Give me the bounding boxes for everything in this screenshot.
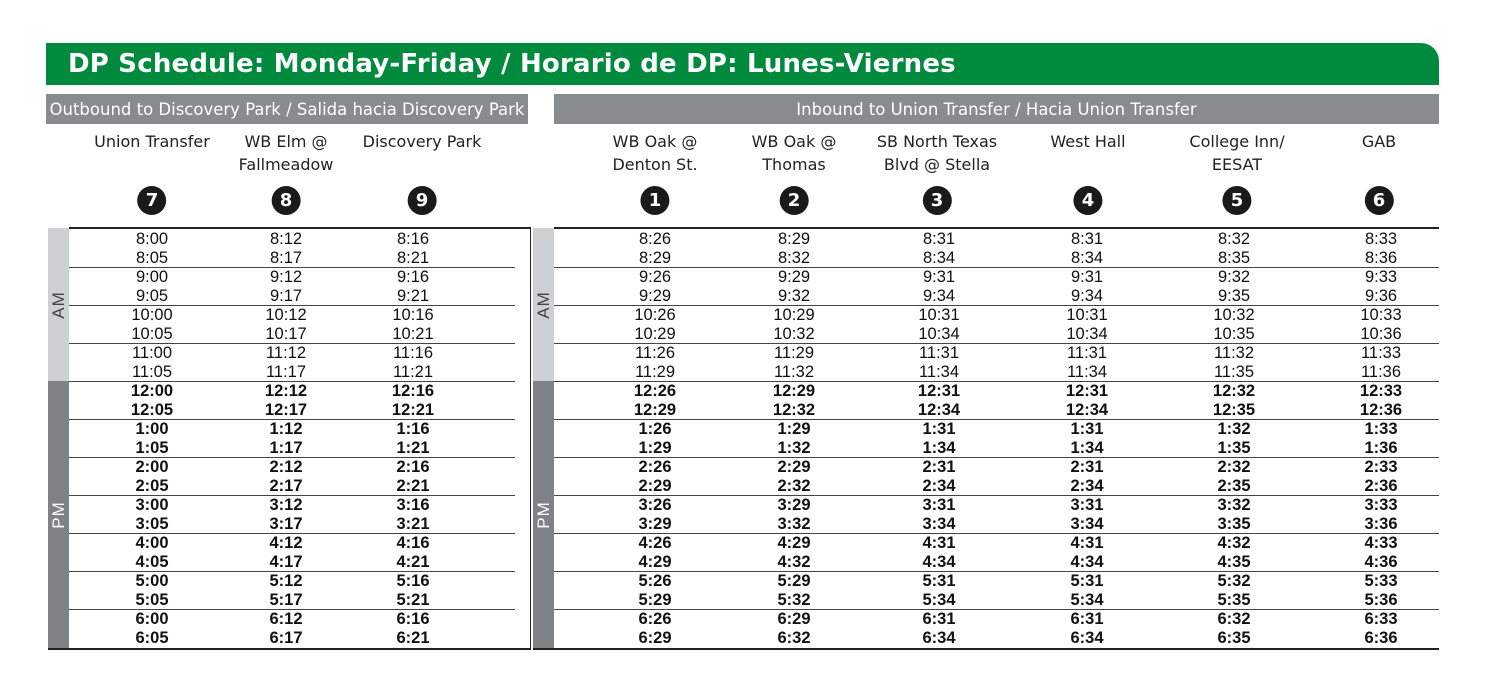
departure-time: 10:36: [1360, 325, 1402, 343]
departure-time: 2:17: [269, 477, 303, 495]
departure-time: 9:36: [1364, 287, 1398, 305]
departure-time: 2:35: [1217, 477, 1251, 495]
stop-number-badge: 6: [1364, 186, 1393, 215]
departure-time: 6:34: [1070, 629, 1104, 647]
departure-time: 9:21: [396, 287, 430, 305]
hour-separator: [554, 267, 1439, 268]
departure-time: 9:32: [777, 287, 811, 305]
inbound-header: Inbound to Union Transfer / Hacia Union Transfer: [554, 94, 1439, 124]
departure-time: 6:31: [922, 610, 956, 628]
departure-time: 6:36: [1364, 629, 1398, 647]
departure-time: 12:33: [1359, 382, 1403, 400]
stop-number-badge: 1: [640, 186, 669, 215]
departure-time: 1:16: [396, 420, 430, 438]
stop-number-badge: 4: [1074, 186, 1103, 215]
outbound-bottom-rule: [48, 648, 530, 650]
departure-time: 6:29: [777, 610, 811, 628]
departure-time: 11:05: [131, 363, 173, 381]
departure-time: 3:12: [269, 496, 303, 514]
departure-time: 11:36: [1360, 363, 1402, 381]
departure-time: 8:05: [135, 249, 169, 267]
outbound-stop-8: [239, 130, 334, 215]
departure-time: 3:33: [1364, 496, 1398, 514]
table-divider: [530, 227, 531, 650]
departure-time: 11:26: [634, 344, 676, 362]
departure-time: 5:05: [135, 591, 169, 609]
departure-time: 5:36: [1364, 591, 1398, 609]
departure-time: 2:32: [1217, 458, 1251, 476]
pm-band-inbound: [533, 381, 554, 649]
departure-time: 2:12: [269, 458, 303, 476]
departure-time: 12:05: [130, 401, 174, 419]
departure-time: 10:32: [1213, 306, 1255, 324]
departure-time: 9:16: [396, 268, 430, 286]
departure-time: 5:31: [1070, 572, 1104, 590]
departure-time: 2:31: [1070, 458, 1104, 476]
departure-time: 12:12: [264, 382, 308, 400]
departure-time: 9:26: [638, 268, 672, 286]
departure-time: 2:33: [1364, 458, 1398, 476]
departure-time: 10:35: [1213, 325, 1255, 343]
departure-time: 5:33: [1364, 572, 1398, 590]
inbound-stop-5: [1189, 130, 1284, 215]
departure-time: 10:17: [265, 325, 307, 343]
departure-time: 1:36: [1364, 439, 1398, 457]
stop-number-badge: 8: [271, 186, 300, 215]
departure-time: 10:00: [131, 306, 173, 324]
departure-time: 9:35: [1217, 287, 1251, 305]
departure-time: 11:29: [773, 344, 815, 362]
departure-time: 1:29: [777, 420, 811, 438]
departure-time: 12:32: [1212, 382, 1256, 400]
departure-time: 8:32: [1217, 230, 1251, 248]
am-band-outbound: [48, 228, 69, 381]
departure-time: 1:32: [777, 439, 811, 457]
departure-time: 2:29: [638, 477, 672, 495]
outbound-stop-9: [363, 130, 482, 215]
departure-time: 10:32: [773, 325, 815, 343]
departure-time: 2:31: [922, 458, 956, 476]
departure-time: 2:34: [1070, 477, 1104, 495]
stop-number-badge: 3: [923, 186, 952, 215]
departure-time: 3:29: [638, 515, 672, 533]
departure-time: 1:29: [638, 439, 672, 457]
departure-time: 9:33: [1364, 268, 1398, 286]
stop-number-badge: 7: [138, 186, 167, 215]
hour-separator: [554, 343, 1439, 344]
departure-time: 4:05: [135, 553, 169, 571]
am-band-inbound: [533, 228, 554, 381]
departure-time: 4:31: [922, 534, 956, 552]
departure-time: 10:34: [1066, 325, 1108, 343]
departure-time: 1:34: [922, 439, 956, 457]
departure-time: 8:29: [777, 230, 811, 248]
departure-time: 9:00: [135, 268, 169, 286]
departure-time: 12:36: [1359, 401, 1403, 419]
pm-band-outbound: [48, 381, 69, 649]
departure-time: 8:29: [638, 249, 672, 267]
departure-time: 3:29: [777, 496, 811, 514]
departure-time: 10:29: [634, 325, 676, 343]
departure-time: 11:32: [773, 363, 815, 381]
departure-time: 9:34: [922, 287, 956, 305]
departure-time: 6:12: [269, 610, 303, 628]
departure-time: 1:17: [269, 439, 303, 457]
departure-time: 6:34: [922, 629, 956, 647]
am-label: AM: [48, 290, 68, 319]
inbound-stop-1: [612, 130, 697, 215]
departure-time: 1:33: [1364, 420, 1398, 438]
departure-time: 3:34: [1070, 515, 1104, 533]
departure-time: 4:29: [638, 553, 672, 571]
departure-time: 11:34: [1066, 363, 1108, 381]
departure-time: 9:31: [1070, 268, 1104, 286]
departure-time: 11:35: [1213, 363, 1255, 381]
inbound-stop-3: [877, 130, 997, 215]
departure-time: 9:31: [922, 268, 956, 286]
departure-time: 9:29: [638, 287, 672, 305]
departure-time: 2:26: [638, 458, 672, 476]
departure-time: 5:17: [269, 591, 303, 609]
departure-time: 3:00: [135, 496, 169, 514]
departure-time: 10:12: [265, 306, 307, 324]
departure-time: 9:05: [135, 287, 169, 305]
departure-time: 8:32: [777, 249, 811, 267]
departure-time: 10:31: [918, 306, 960, 324]
hour-separator: [554, 495, 1439, 496]
departure-time: 11:32: [1213, 344, 1255, 362]
departure-time: 10:31: [1066, 306, 1108, 324]
pm-label: PM: [533, 501, 553, 529]
departure-time: 3:34: [922, 515, 956, 533]
stop-name: Union Transfer: [94, 132, 210, 151]
departure-time: 2:36: [1364, 477, 1398, 495]
departure-time: 5:32: [1217, 572, 1251, 590]
departure-time: 8:16: [396, 230, 430, 248]
departure-time: 5:21: [396, 591, 430, 609]
departure-time: 12:34: [1065, 401, 1109, 419]
departure-time: 11:12: [265, 344, 307, 362]
departure-time: 6:21: [396, 629, 430, 647]
departure-time: 5:29: [777, 572, 811, 590]
departure-time: 3:32: [777, 515, 811, 533]
departure-time: 9:34: [1070, 287, 1104, 305]
departure-time: 11:34: [918, 363, 960, 381]
departure-time: 5:31: [922, 572, 956, 590]
schedule-title: DP Schedule: Monday-Friday / Horario de DP: Lunes-Viernes: [68, 49, 956, 79]
departure-time: 4:31: [1070, 534, 1104, 552]
stop-number-badge: 5: [1222, 186, 1251, 215]
departure-time: 6:16: [396, 610, 430, 628]
departure-time: 2:21: [396, 477, 430, 495]
departure-time: 6:32: [777, 629, 811, 647]
stop-name: WB Elm @ Fallmeadow: [238, 132, 334, 174]
departure-time: 8:12: [269, 230, 303, 248]
departure-time: 10:26: [634, 306, 676, 324]
departure-time: 4:33: [1364, 534, 1398, 552]
departure-time: 8:31: [1070, 230, 1104, 248]
departure-time: 5:26: [638, 572, 672, 590]
departure-time: 1:26: [638, 420, 672, 438]
departure-time: 3:31: [1070, 496, 1104, 514]
departure-time: 4:34: [922, 553, 956, 571]
inbound-stop-2: [752, 130, 837, 215]
departure-time: 11:33: [1360, 344, 1402, 362]
departure-time: 6:17: [269, 629, 303, 647]
departure-time: 9:17: [269, 287, 303, 305]
hour-separator: [554, 571, 1439, 572]
departure-time: 3:21: [396, 515, 430, 533]
departure-time: 6:05: [135, 629, 169, 647]
departure-time: 4:21: [396, 553, 430, 571]
departure-time: 3:31: [922, 496, 956, 514]
departure-time: 4:12: [269, 534, 303, 552]
departure-time: 1:31: [922, 420, 956, 438]
departure-time: 12:35: [1212, 401, 1256, 419]
stop-name: SB North Texas Blvd @ Stella: [876, 132, 998, 174]
departure-time: 10:34: [918, 325, 960, 343]
departure-time: 4:17: [269, 553, 303, 571]
departure-time: 1:12: [269, 420, 303, 438]
departure-time: 6:32: [1217, 610, 1251, 628]
departure-time: 8:36: [1364, 249, 1398, 267]
departure-time: 11:21: [392, 363, 434, 381]
departure-time: 1:00: [135, 420, 169, 438]
hour-separator: [554, 609, 1439, 610]
inbound-bottom-rule: [533, 648, 1439, 650]
departure-time: 8:31: [922, 230, 956, 248]
hour-separator: [554, 305, 1439, 306]
hour-separator: [554, 533, 1439, 534]
departure-time: 5:29: [638, 591, 672, 609]
departure-time: 12:21: [391, 401, 435, 419]
departure-time: 4:00: [135, 534, 169, 552]
inbound-stop-4: [1050, 130, 1125, 215]
departure-time: 1:05: [135, 439, 169, 457]
departure-time: 10:05: [131, 325, 173, 343]
departure-time: 5:32: [777, 591, 811, 609]
departure-time: 4:26: [638, 534, 672, 552]
stop-name: West Hall: [1050, 132, 1126, 151]
am-label: AM: [533, 290, 553, 319]
hour-separator: [554, 457, 1439, 458]
stop-number-badge: 9: [408, 186, 437, 215]
departure-time: 4:34: [1070, 553, 1104, 571]
pm-label: PM: [48, 501, 68, 529]
departure-time: 12:34: [917, 401, 961, 419]
stop-name: WB Oak @ Denton St.: [612, 132, 698, 174]
departure-time: 12:26: [633, 382, 677, 400]
outbound-header: Outbound to Discovery Park / Salida hacia Discovery Park: [46, 94, 528, 124]
departure-time: 12:29: [633, 401, 677, 419]
departure-time: 9:32: [1217, 268, 1251, 286]
departure-time: 12:17: [264, 401, 308, 419]
departure-time: 3:35: [1217, 515, 1251, 533]
departure-time: 8:00: [135, 230, 169, 248]
departure-time: 2:16: [396, 458, 430, 476]
departure-time: 5:34: [922, 591, 956, 609]
departure-time: 8:21: [396, 249, 430, 267]
departure-time: 8:34: [1070, 249, 1104, 267]
departure-time: 8:26: [638, 230, 672, 248]
departure-time: 1:35: [1217, 439, 1251, 457]
departure-time: 11:17: [265, 363, 307, 381]
departure-time: 6:29: [638, 629, 672, 647]
hour-separator: [554, 419, 1439, 420]
departure-time: 2:05: [135, 477, 169, 495]
departure-time: 5:00: [135, 572, 169, 590]
departure-time: 4:36: [1364, 553, 1398, 571]
departure-time: 2:00: [135, 458, 169, 476]
departure-time: 1:21: [396, 439, 430, 457]
departure-time: 11:16: [392, 344, 434, 362]
departure-time: 6:26: [638, 610, 672, 628]
departure-time: 1:32: [1217, 420, 1251, 438]
departure-time: 5:16: [396, 572, 430, 590]
departure-time: 4:16: [396, 534, 430, 552]
departure-time: 4:35: [1217, 553, 1251, 571]
stop-number-badge: 2: [779, 186, 808, 215]
departure-time: 12:32: [772, 401, 816, 419]
departure-time: 6:33: [1364, 610, 1398, 628]
hour-separator: [554, 381, 1439, 382]
departure-time: 2:29: [777, 458, 811, 476]
departure-time: 4:32: [777, 553, 811, 571]
stop-name: WB Oak @ Thomas: [751, 132, 837, 174]
inbound-top-rule: [554, 227, 1439, 229]
departure-time: 2:32: [777, 477, 811, 495]
departure-time: 8:35: [1217, 249, 1251, 267]
departure-time: 10:29: [773, 306, 815, 324]
departure-time: 6:35: [1217, 629, 1251, 647]
departure-time: 10:33: [1360, 306, 1402, 324]
departure-time: 12:31: [1065, 382, 1109, 400]
outbound-stop-7: [94, 130, 210, 215]
departure-time: 1:34: [1070, 439, 1104, 457]
departure-time: 3:36: [1364, 515, 1398, 533]
departure-time: 11:31: [918, 344, 960, 362]
departure-time: 3:32: [1217, 496, 1251, 514]
stop-name: GAB: [1361, 132, 1397, 151]
departure-time: 5:34: [1070, 591, 1104, 609]
stop-name: Discovery Park: [362, 132, 482, 151]
departure-time: 11:29: [634, 363, 676, 381]
departure-time: 6:00: [135, 610, 169, 628]
departure-time: 5:12: [269, 572, 303, 590]
schedule-title-bar: [46, 43, 1439, 85]
departure-time: 2:34: [922, 477, 956, 495]
outbound-top-rule: [69, 227, 530, 229]
departure-time: 8:34: [922, 249, 956, 267]
departure-time: 12:00: [130, 382, 174, 400]
stop-name: College Inn/ EESAT: [1189, 132, 1285, 174]
departure-time: 11:00: [131, 344, 173, 362]
inbound-stop-6: [1362, 130, 1396, 215]
departure-time: 12:31: [917, 382, 961, 400]
departure-time: 10:21: [392, 325, 434, 343]
departure-time: 3:26: [638, 496, 672, 514]
departure-time: 3:05: [135, 515, 169, 533]
departure-time: 6:31: [1070, 610, 1104, 628]
departure-time: 10:16: [392, 306, 434, 324]
departure-time: 8:17: [269, 249, 303, 267]
departure-time: 12:29: [772, 382, 816, 400]
departure-time: 5:35: [1217, 591, 1251, 609]
departure-time: 9:29: [777, 268, 811, 286]
departure-time: 11:31: [1066, 344, 1108, 362]
departure-time: 1:31: [1070, 420, 1104, 438]
departure-time: 3:16: [396, 496, 430, 514]
departure-time: 3:17: [269, 515, 303, 533]
departure-time: 9:12: [269, 268, 303, 286]
departure-time: 8:33: [1364, 230, 1398, 248]
departure-time: 12:16: [391, 382, 435, 400]
departure-time: 4:29: [777, 534, 811, 552]
departure-time: 4:32: [1217, 534, 1251, 552]
